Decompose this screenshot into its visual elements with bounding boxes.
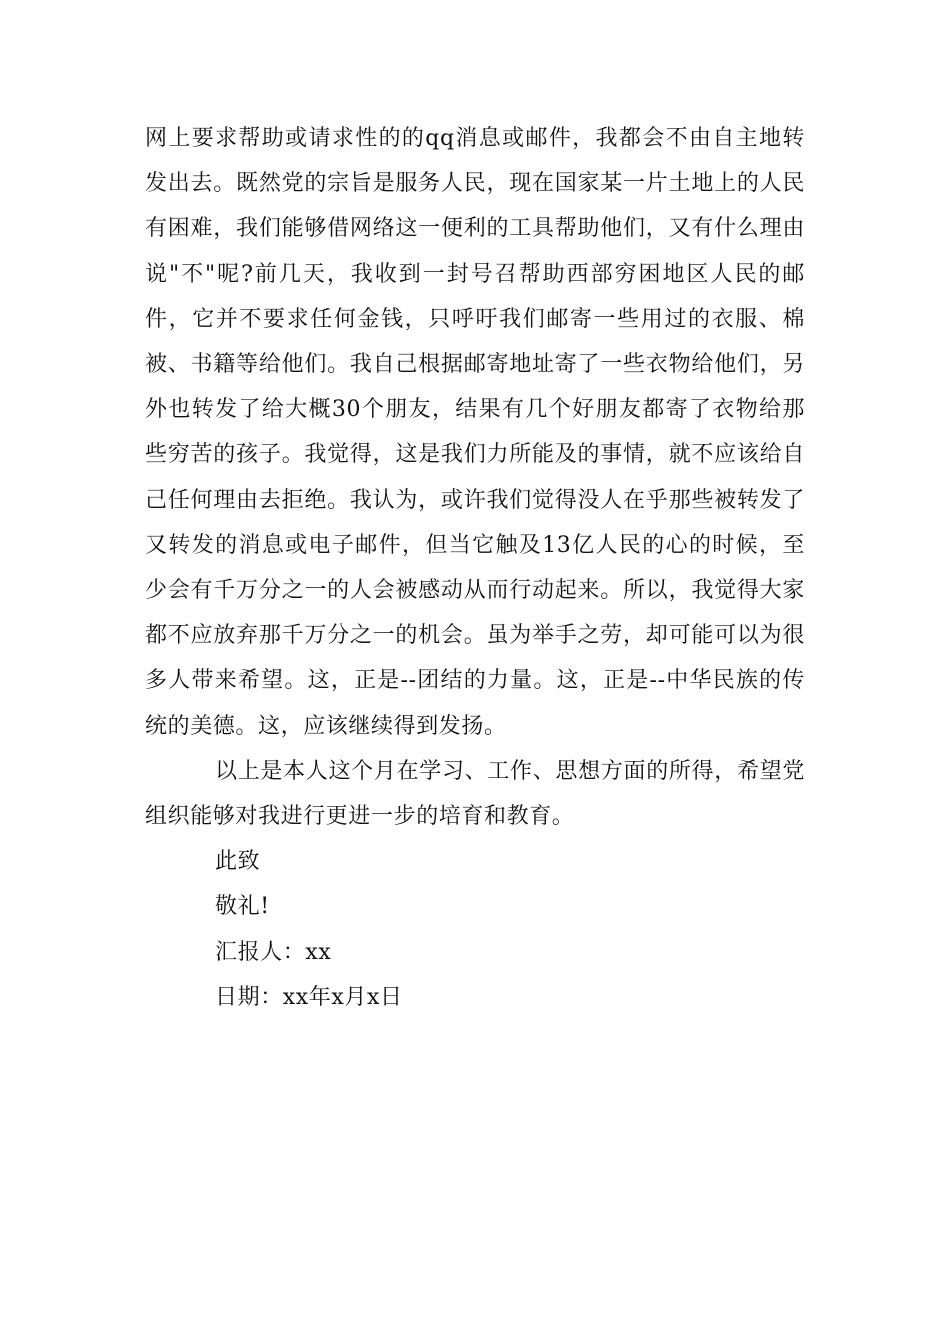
report-date: 日期：xx年x月x日: [215, 984, 403, 1010]
document-page: [145, 116, 805, 1020]
reporter-signature: 汇报人：xx: [215, 939, 332, 965]
body-paragraph-main: 网上要求帮助或请求性的的qq消息或邮件，我都会不由自主地转发出去。既然党的宗旨是服务人民，现在国家某一片土地上的人民有困难，我们能够借网络这一便利的工具帮助他们，又有什么理由说"不"呢?前几天，我收到一封号召帮助西部穷困地区人民的邮件，它并不要求任何金钱，只呼吁我们邮寄一些用过的衣服、棉被、书籍等给他们。我自己根据邮寄地址寄了一些衣物给他们，另外也转发了给大概30个朋友，结果有几个好朋友都寄了衣物给那些穷苦的孩子。我觉得，这是我们力所能及的事情，就不应该给自己任何理由去拒绝。我认为，或许我们觉得没人在乎那些被转发了又转发的消息或电子邮件，但当它触及13亿人民的心的时候，至少会有千万分之一的人会被感动从而行动起来。所以，我觉得大家都不应放弃那千万分之一的机会。虽为举手之劳，却可能可以为很多人带来希望。这，正是--团结的力量。这，正是--中华民族的传统的美德。这，应该继续得到发扬。: [145, 126, 805, 739]
closing-regards: 敬礼!: [215, 894, 270, 920]
body-paragraph-summary: 以上是本人这个月在学习、工作、思想方面的所得，希望党组织能够对我进行更进一步的培育和教育。: [145, 758, 805, 830]
closing-salutation: 此致: [215, 849, 261, 875]
